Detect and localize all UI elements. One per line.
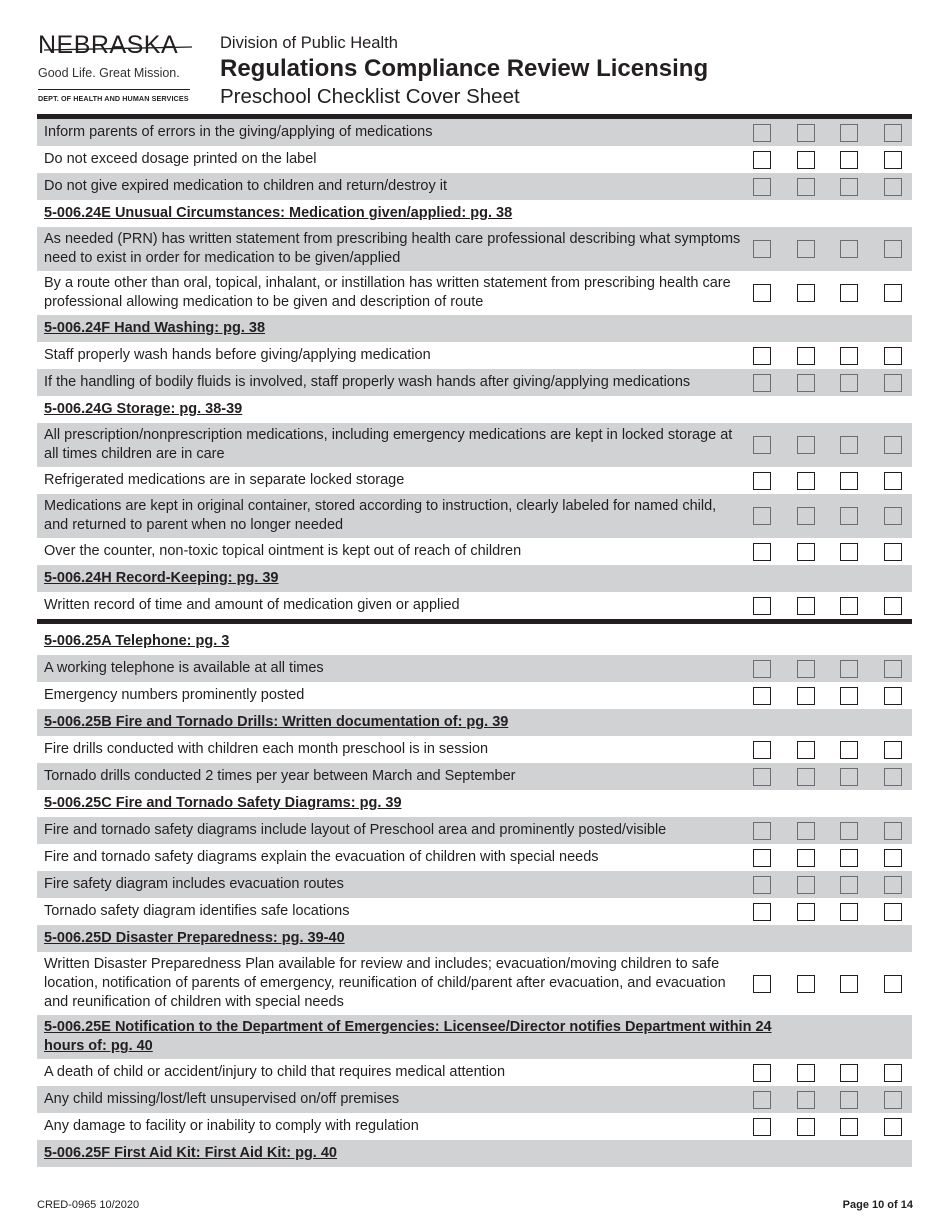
checklist-item-text: Any damage to facility or inability to comply with regulation bbox=[44, 1118, 419, 1134]
checkbox-col-3[interactable] bbox=[840, 741, 858, 759]
checkbox-col-2[interactable] bbox=[797, 347, 815, 365]
checkbox-col-1[interactable] bbox=[753, 472, 771, 490]
checklist-row bbox=[37, 342, 912, 369]
checkbox-col-3[interactable] bbox=[840, 876, 858, 894]
checklist-row bbox=[37, 655, 912, 682]
checkbox-group bbox=[737, 763, 912, 790]
checklist-row bbox=[37, 763, 912, 790]
checkbox-col-4[interactable] bbox=[884, 597, 902, 615]
checkbox-group bbox=[737, 227, 912, 271]
checkbox-col-2[interactable] bbox=[797, 1064, 815, 1082]
section-heading-row bbox=[37, 925, 912, 952]
checkbox-col-1[interactable] bbox=[753, 1118, 771, 1136]
page-title: Regulations Compliance Review Licensing bbox=[220, 55, 709, 82]
section-heading: 5-006.25C Fire and Tornado Safety Diagrams: pg. 39 bbox=[44, 795, 402, 811]
section-heading: 5-006.25D Disaster Preparedness: pg. 39-40 bbox=[44, 930, 345, 946]
checkbox-col-3[interactable] bbox=[840, 436, 858, 454]
checkbox-group bbox=[737, 173, 912, 200]
checkbox-col-2[interactable] bbox=[797, 597, 815, 615]
checklist-row bbox=[37, 844, 912, 871]
checkbox-group bbox=[737, 423, 912, 467]
checklist-row bbox=[37, 119, 912, 146]
checklist-item-text: Refrigerated medications are in separate locked storage bbox=[44, 472, 405, 488]
section-heading: 5-006.24F Hand Washing: pg. 38 bbox=[44, 320, 266, 336]
checkbox-col-1[interactable] bbox=[753, 822, 771, 840]
checklist-row bbox=[37, 423, 912, 467]
checklist-row bbox=[37, 1113, 912, 1140]
checkbox-col-4[interactable] bbox=[884, 975, 902, 993]
checkbox-col-4[interactable] bbox=[884, 1064, 902, 1082]
checklist-item-text: A working telephone is available at all times bbox=[44, 660, 324, 676]
page-number: Page 10 of 14 bbox=[842, 1199, 913, 1211]
checklist-item-text: Do not exceed dosage printed on the label bbox=[44, 151, 317, 167]
checklist-item-text: Fire drills conducted with children each month preschool is in session bbox=[44, 741, 489, 757]
checklist-row bbox=[37, 146, 912, 173]
title-block bbox=[220, 33, 708, 109]
checkbox-col-3[interactable] bbox=[840, 151, 858, 169]
checkbox-col-1[interactable] bbox=[753, 849, 771, 867]
checkbox-col-4[interactable] bbox=[884, 903, 902, 921]
checklist-row bbox=[37, 817, 912, 844]
checkbox-col-3[interactable] bbox=[840, 1118, 858, 1136]
checkbox-col-1[interactable] bbox=[753, 687, 771, 705]
checkbox-col-1[interactable] bbox=[753, 1064, 771, 1082]
checkbox-col-1[interactable] bbox=[753, 768, 771, 786]
checkbox-col-2[interactable] bbox=[797, 151, 815, 169]
form-id: CRED-0965 10/2020 bbox=[37, 1199, 140, 1211]
checkbox-col-3[interactable] bbox=[840, 507, 858, 525]
checkbox-col-1[interactable] bbox=[753, 374, 771, 392]
checkbox-col-3[interactable] bbox=[840, 347, 858, 365]
checkbox-col-2[interactable] bbox=[797, 849, 815, 867]
checkbox-col-2[interactable] bbox=[797, 240, 815, 258]
checkbox-col-2[interactable] bbox=[797, 374, 815, 392]
checkbox-group bbox=[737, 898, 912, 925]
checklist-item-text: Staff properly wash hands before giving/applying medication bbox=[44, 347, 431, 363]
section-heading: 5-006.24H Record-Keeping: pg. 39 bbox=[44, 570, 279, 586]
checklist-item-text: Tornado drills conducted 2 times per year between March and September bbox=[44, 768, 516, 784]
checkbox-group bbox=[737, 952, 912, 1015]
checkbox-col-1[interactable] bbox=[753, 1091, 771, 1109]
checkbox-col-2[interactable] bbox=[797, 1118, 815, 1136]
page-subtitle: Preschool Checklist Cover Sheet bbox=[220, 85, 520, 108]
checkbox-col-4[interactable] bbox=[884, 472, 902, 490]
checklist-row bbox=[37, 592, 912, 619]
checklist-item-text: Do not give expired medication to children and return/destroy it bbox=[44, 178, 447, 194]
section-heading-row bbox=[37, 1015, 912, 1059]
checkbox-group bbox=[737, 467, 912, 494]
logo-divider bbox=[38, 89, 190, 90]
checklist-row bbox=[37, 952, 912, 1015]
checkbox-col-2[interactable] bbox=[797, 124, 815, 142]
checkbox-col-2[interactable] bbox=[797, 741, 815, 759]
checklist-item-text: Tornado safety diagram identifies safe locations bbox=[44, 903, 350, 919]
checkbox-col-3[interactable] bbox=[840, 660, 858, 678]
checkbox-col-4[interactable] bbox=[884, 849, 902, 867]
checklist-item-text: Written Disaster Preparedness Plan available for review and includes; evacuation/moving children to safe location, notification of parents of emergency, reunification of child/parent after evacuation, and evacuation and reunification of children with special needs bbox=[44, 956, 726, 1010]
checkbox-col-4[interactable] bbox=[884, 876, 902, 894]
checkbox-group bbox=[737, 655, 912, 682]
logo-wordmark: NEBRASKA bbox=[38, 31, 179, 59]
section-heading-row bbox=[37, 565, 912, 592]
checkbox-col-1[interactable] bbox=[753, 240, 771, 258]
section-heading-row bbox=[37, 396, 912, 423]
checklist-section-safety bbox=[37, 624, 912, 1167]
checkbox-col-4[interactable] bbox=[884, 151, 902, 169]
checklist-row bbox=[37, 1059, 912, 1086]
checkbox-col-3[interactable] bbox=[840, 240, 858, 258]
checkbox-col-1[interactable] bbox=[753, 436, 771, 454]
checkbox-col-2[interactable] bbox=[797, 1091, 815, 1109]
checkbox-col-2[interactable] bbox=[797, 178, 815, 196]
checklist-row bbox=[37, 467, 912, 494]
checklist-item-text: If the handling of bodily fluids is involved, staff properly wash hands after giving/applying medications bbox=[44, 374, 691, 390]
page-header bbox=[36, 30, 916, 110]
checkbox-col-1[interactable] bbox=[753, 347, 771, 365]
checkbox-group bbox=[737, 342, 912, 369]
checklist-row bbox=[37, 227, 912, 271]
checkbox-group bbox=[737, 871, 912, 898]
checkbox-col-2[interactable] bbox=[797, 903, 815, 921]
checklist-row bbox=[37, 736, 912, 763]
checklist-row bbox=[37, 538, 912, 565]
checkbox-col-1[interactable] bbox=[753, 284, 771, 302]
checkbox-group bbox=[737, 119, 912, 146]
checkbox-col-1[interactable] bbox=[753, 507, 771, 525]
section-heading-row bbox=[37, 200, 912, 227]
checkbox-group bbox=[737, 1086, 912, 1113]
checkbox-col-4[interactable] bbox=[884, 347, 902, 365]
checkbox-col-2[interactable] bbox=[797, 876, 815, 894]
checklist-item-text: Medications are kept in original container, stored according to instruction, clearly labeled for named child, and returned to parent when no longer needed bbox=[44, 498, 717, 533]
checkbox-col-2[interactable] bbox=[797, 507, 815, 525]
checkbox-col-3[interactable] bbox=[840, 178, 858, 196]
checklist-row bbox=[37, 271, 912, 315]
checkbox-col-4[interactable] bbox=[884, 436, 902, 454]
checklist-item-text: Over the counter, non-toxic topical ointment is kept out of reach of children bbox=[44, 543, 522, 559]
checkbox-col-4[interactable] bbox=[884, 660, 902, 678]
section-heading-row bbox=[37, 1140, 912, 1167]
checkbox-col-3[interactable] bbox=[840, 768, 858, 786]
checkbox-col-3[interactable] bbox=[840, 1064, 858, 1082]
section-heading-row bbox=[37, 315, 912, 342]
section-heading: 5-006.25E Notification to the Department of Emergencies: Licensee/Director notifies Department within 24 hours of: pg. 40 bbox=[44, 1019, 772, 1054]
checkbox-col-2[interactable] bbox=[797, 284, 815, 302]
checkbox-col-3[interactable] bbox=[840, 543, 858, 561]
checkbox-group bbox=[737, 494, 912, 538]
checkbox-col-1[interactable] bbox=[753, 543, 771, 561]
checkbox-col-1[interactable] bbox=[753, 975, 771, 993]
checkbox-col-3[interactable] bbox=[840, 903, 858, 921]
checkbox-col-1[interactable] bbox=[753, 741, 771, 759]
checkbox-group bbox=[737, 1059, 912, 1086]
division-name: Division of Public Health bbox=[220, 34, 398, 52]
checkbox-col-4[interactable] bbox=[884, 768, 902, 786]
checkbox-col-2[interactable] bbox=[797, 768, 815, 786]
logo-department: DEPT. OF HEALTH AND HUMAN SERVICES bbox=[38, 94, 189, 103]
checkbox-col-4[interactable] bbox=[884, 1118, 902, 1136]
checkbox-group bbox=[737, 682, 912, 709]
checklist-item-text: Fire and tornado safety diagrams explain the evacuation of children with special needs bbox=[44, 849, 599, 865]
checkbox-col-4[interactable] bbox=[884, 124, 902, 142]
section-heading-row bbox=[37, 624, 912, 655]
checklist-item-text: A death of child or accident/injury to child that requires medical attention bbox=[44, 1064, 506, 1080]
logo-swoosh-icon bbox=[36, 32, 196, 62]
checkbox-group bbox=[737, 817, 912, 844]
checkbox-col-2[interactable] bbox=[797, 543, 815, 561]
section-heading-row bbox=[37, 709, 912, 736]
section-heading: 5-006.24E Unusual Circumstances: Medication given/applied: pg. 38 bbox=[44, 205, 513, 221]
checkbox-col-4[interactable] bbox=[884, 240, 902, 258]
checkbox-col-1[interactable] bbox=[753, 903, 771, 921]
checklist-row bbox=[37, 494, 912, 538]
checkbox-col-1[interactable] bbox=[753, 660, 771, 678]
checkbox-col-3[interactable] bbox=[840, 597, 858, 615]
checklist-item-text: Emergency numbers prominently posted bbox=[44, 687, 305, 703]
section-heading: 5-006.25B Fire and Tornado Drills: Written documentation of: pg. 39 bbox=[44, 714, 509, 730]
checklist-item-text: All prescription/nonprescription medications, including emergency medications are kept in locked storage at all times children are in care bbox=[44, 427, 733, 462]
checklist-row bbox=[37, 871, 912, 898]
checkbox-col-2[interactable] bbox=[797, 687, 815, 705]
checkbox-col-2[interactable] bbox=[797, 472, 815, 490]
checkbox-col-3[interactable] bbox=[840, 284, 858, 302]
checklist-item-text: Inform parents of errors in the giving/applying of medications bbox=[44, 124, 433, 140]
section-heading: 5-006.24G Storage: pg. 38-39 bbox=[44, 401, 243, 417]
section-heading-row bbox=[37, 790, 912, 817]
checklist-section-medication bbox=[37, 119, 912, 619]
checklist-row bbox=[37, 173, 912, 200]
checkbox-col-1[interactable] bbox=[753, 597, 771, 615]
checkbox-col-4[interactable] bbox=[884, 284, 902, 302]
checkbox-group bbox=[737, 538, 912, 565]
checkbox-col-4[interactable] bbox=[884, 543, 902, 561]
checkbox-col-2[interactable] bbox=[797, 436, 815, 454]
checkbox-col-4[interactable] bbox=[884, 741, 902, 759]
checkbox-group bbox=[737, 592, 912, 619]
checkbox-col-2[interactable] bbox=[797, 822, 815, 840]
checkbox-group bbox=[737, 736, 912, 763]
logo-tagline: Good Life. Great Mission. bbox=[38, 66, 180, 80]
checkbox-group bbox=[737, 271, 912, 315]
checkbox-group bbox=[737, 146, 912, 173]
checkbox-group bbox=[737, 1113, 912, 1140]
checkbox-col-2[interactable] bbox=[797, 975, 815, 993]
checkbox-col-1[interactable] bbox=[753, 178, 771, 196]
checkbox-col-4[interactable] bbox=[884, 822, 902, 840]
checklist-row bbox=[37, 898, 912, 925]
checkbox-col-4[interactable] bbox=[884, 178, 902, 196]
checklist-item-text: Fire safety diagram includes evacuation routes bbox=[44, 876, 344, 892]
section-heading: 5-006.25A Telephone: pg. 3 bbox=[44, 633, 230, 649]
checklist-row bbox=[37, 369, 912, 396]
nebraska-dhhs-logo bbox=[36, 30, 196, 110]
checklist-item-text: By a route other than oral, topical, inhalant, or instillation has written statement from prescribing health care professional allowing medication to be given and description of route bbox=[44, 275, 731, 310]
checkbox-col-3[interactable] bbox=[840, 124, 858, 142]
checkbox-col-1[interactable] bbox=[753, 876, 771, 894]
checklist-item-text: Any child missing/lost/left unsupervised on/off premises bbox=[44, 1091, 400, 1107]
checklist-item-text: Written record of time and amount of medication given or applied bbox=[44, 597, 460, 613]
checkbox-col-3[interactable] bbox=[840, 849, 858, 867]
checkbox-col-3[interactable] bbox=[840, 975, 858, 993]
checkbox-col-3[interactable] bbox=[840, 374, 858, 392]
checklist-item-text: As needed (PRN) has written statement from prescribing health care professional describing what symptoms need to exist in order for medication to be given/applied bbox=[44, 231, 741, 266]
checklist-row bbox=[37, 1086, 912, 1113]
checkbox-col-4[interactable] bbox=[884, 374, 902, 392]
checkbox-col-3[interactable] bbox=[840, 687, 858, 705]
checkbox-col-4[interactable] bbox=[884, 1091, 902, 1109]
checkbox-group bbox=[737, 369, 912, 396]
checkbox-col-1[interactable] bbox=[753, 124, 771, 142]
checkbox-col-1[interactable] bbox=[753, 151, 771, 169]
checkbox-group bbox=[737, 844, 912, 871]
checkbox-col-2[interactable] bbox=[797, 660, 815, 678]
checkbox-col-3[interactable] bbox=[840, 472, 858, 490]
checklist-item-text: Fire and tornado safety diagrams include layout of Preschool area and prominently posted/visible bbox=[44, 822, 667, 838]
checkbox-col-3[interactable] bbox=[840, 1091, 858, 1109]
section-heading: 5-006.25F First Aid Kit: First Aid Kit: pg. 40 bbox=[44, 1145, 337, 1161]
checklist bbox=[37, 114, 912, 1167]
checkbox-col-4[interactable] bbox=[884, 507, 902, 525]
checkbox-col-4[interactable] bbox=[884, 687, 902, 705]
checklist-row bbox=[37, 682, 912, 709]
checkbox-col-3[interactable] bbox=[840, 822, 858, 840]
